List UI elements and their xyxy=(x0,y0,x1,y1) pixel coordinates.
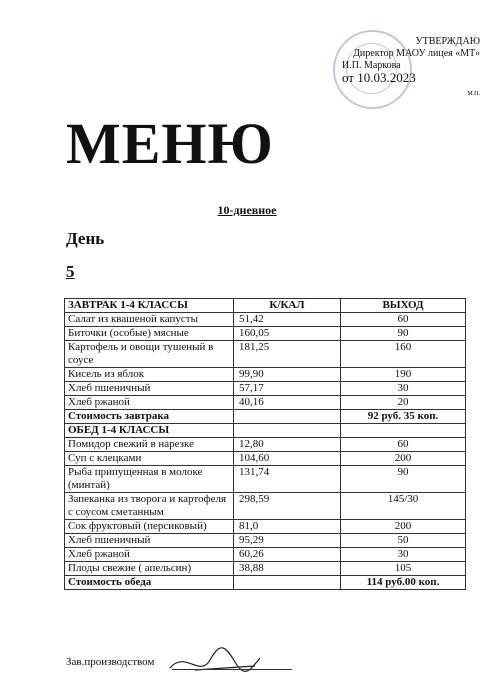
dish-name: Картофель и овощи тушеный в соусе xyxy=(65,341,234,368)
dish-name: Хлеб пшеничный xyxy=(65,382,234,396)
table-row xyxy=(65,548,466,562)
dish-name: Помидор свежий в нарезке xyxy=(65,438,234,452)
signature-line xyxy=(172,669,292,670)
dish-kcal: 95,29 xyxy=(234,534,341,548)
lunch-rows xyxy=(65,438,466,576)
table-row xyxy=(65,493,466,520)
dish-output: 90 xyxy=(341,466,466,493)
lunch-header-row xyxy=(65,424,466,438)
table-row xyxy=(65,534,466,548)
dish-name: Хлеб ржаной xyxy=(65,396,234,410)
dish-name: Плоды свежие ( апельсин) xyxy=(65,562,234,576)
dish-name: Кисель из яблок xyxy=(65,368,234,382)
dish-kcal: 99,90 xyxy=(234,368,341,382)
table-row xyxy=(65,466,466,493)
dish-output: 105 xyxy=(341,562,466,576)
dish-kcal: 81,0 xyxy=(234,520,341,534)
day-number: 5 xyxy=(66,262,75,281)
table-row xyxy=(65,452,466,466)
table-row xyxy=(65,562,466,576)
header-output: ВЫХОД xyxy=(341,299,466,313)
approval-name: И.П. Маркова xyxy=(342,60,401,71)
dish-name: Суп с клецками xyxy=(65,452,234,466)
approval-position: Директор МАОУ лицея «МТ» xyxy=(353,48,480,59)
dish-kcal: 51,42 xyxy=(234,313,341,327)
lunch-cost-label: Стоимость обеда xyxy=(65,576,234,590)
dish-kcal: 12,80 xyxy=(234,438,341,452)
table-row xyxy=(65,327,466,341)
signature-label: Зав.производством xyxy=(66,656,155,668)
table-row xyxy=(65,313,466,327)
dish-output: 60 xyxy=(341,313,466,327)
header-kcal: К/КАЛ xyxy=(234,299,341,313)
approval-date: от 10.03.2023 xyxy=(342,70,416,85)
dish-output: 60 xyxy=(341,438,466,452)
dish-name: Салат из квашеной капусты xyxy=(65,313,234,327)
menu-table xyxy=(64,298,466,590)
dish-kcal: 104,60 xyxy=(234,452,341,466)
dish-output: 90 xyxy=(341,327,466,341)
dish-kcal: 298,59 xyxy=(234,493,341,520)
dish-output: 30 xyxy=(341,548,466,562)
breakfast-cost-row xyxy=(65,410,466,424)
dish-output: 20 xyxy=(341,396,466,410)
lunch-cost-row xyxy=(65,576,466,590)
table-row xyxy=(65,438,466,452)
dish-output: 190 xyxy=(341,368,466,382)
header-breakfast: ЗАВТРАК 1-4 КЛАССЫ xyxy=(65,299,234,313)
dish-name: Рыба припущенная в молоке (минтай) xyxy=(65,466,234,493)
dish-output: 160 xyxy=(341,341,466,368)
stamp-label: М.П. xyxy=(467,91,480,97)
approval-heading: УТВЕРЖДАЮ xyxy=(415,36,480,47)
lunch-header: ОБЕД 1-4 КЛАССЫ xyxy=(65,424,234,438)
day-label: День xyxy=(66,229,105,248)
table-row xyxy=(65,396,466,410)
dish-output: 50 xyxy=(341,534,466,548)
dish-kcal: 181,25 xyxy=(234,341,341,368)
breakfast-cost-label: Стоимость завтрака xyxy=(65,410,234,424)
dish-kcal: 38,88 xyxy=(234,562,341,576)
dish-kcal: 40,16 xyxy=(234,396,341,410)
dish-name: Хлеб ржаной xyxy=(65,548,234,562)
dish-output: 200 xyxy=(341,520,466,534)
table-row xyxy=(65,341,466,368)
table-header-row xyxy=(65,299,466,313)
dish-kcal: 160,05 xyxy=(234,327,341,341)
signature-scribble xyxy=(165,640,265,680)
table-row xyxy=(65,368,466,382)
dish-name: Хлеб пшеничный xyxy=(65,534,234,548)
dish-output: 200 xyxy=(341,452,466,466)
breakfast-cost-value: 92 руб. 35 коп. xyxy=(341,410,466,424)
dish-kcal: 57,17 xyxy=(234,382,341,396)
dish-output: 145/30 xyxy=(341,493,466,520)
table-row xyxy=(65,520,466,534)
dish-kcal: 131,74 xyxy=(234,466,341,493)
breakfast-rows xyxy=(65,313,466,410)
dish-name: Запеканка из творога и картофеля с соусом сметанным xyxy=(65,493,234,520)
table-row xyxy=(65,382,466,396)
dish-output: 30 xyxy=(341,382,466,396)
lunch-cost-value: 114 руб.00 коп. xyxy=(341,576,466,590)
menu-subtitle: 10-дневное xyxy=(217,203,277,217)
dish-kcal: 60,26 xyxy=(234,548,341,562)
dish-name: Биточки (особые) мясные xyxy=(65,327,234,341)
approval-block xyxy=(330,36,480,100)
dish-name: Сок фруктовый (персиковый) xyxy=(65,520,234,534)
page-title: МЕНЮ xyxy=(66,111,274,176)
